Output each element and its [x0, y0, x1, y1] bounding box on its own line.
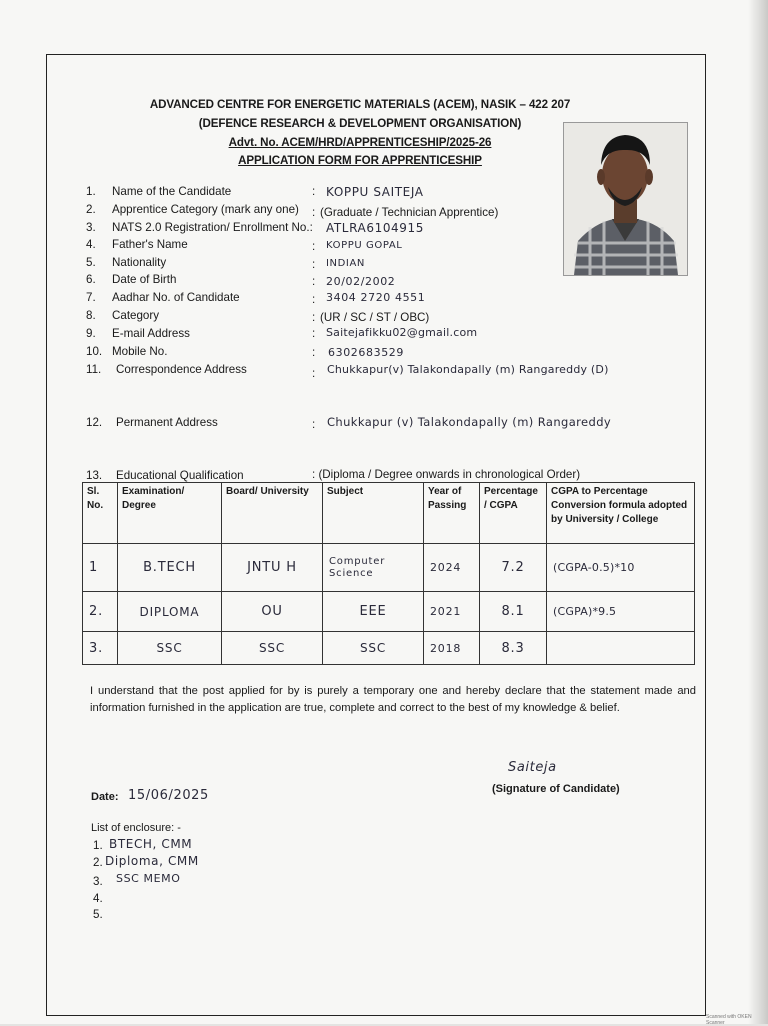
field-label: Apprentice Category (mark any one): [112, 203, 299, 216]
table-cell: 8.3: [480, 632, 547, 665]
table-cell: Computer Science: [323, 544, 424, 592]
table-row: [83, 632, 695, 665]
table-cell: 2024: [424, 544, 480, 592]
date-label: Date:: [91, 791, 119, 803]
field-label: NATS 2.0 Registration/ Enrollment No.:: [112, 221, 313, 234]
field-value-permanent-address: Chukkapur (v) Talakondapally (m) Rangareddy: [327, 415, 612, 429]
field-label: Date of Birth: [112, 273, 177, 286]
field-label: Aadhar No. of Candidate: [112, 291, 240, 304]
column-header: Percentage / CGPA: [480, 483, 547, 544]
advt-number: Advt. No. ACEM/HRD/APPRENTICESHIP/2025-26: [228, 136, 492, 149]
table-cell: [547, 632, 695, 665]
field-label: Nationality: [112, 256, 167, 269]
column-header: Subject: [323, 483, 424, 544]
education-table: [82, 482, 695, 665]
field-value-email: Saitejafikku02@gmail.com: [326, 326, 478, 339]
field-value-dob: 20/02/2002: [326, 275, 396, 288]
field-label: E-mail Address: [112, 327, 190, 340]
field-value-nats: ATLRA6104915: [326, 221, 424, 235]
field-value-aadhar: 3404 2720 4551: [326, 291, 426, 304]
field-value-apprentice-category: (Graduate / Technician Apprentice): [320, 206, 499, 219]
org-subtitle: (DEFENCE RESEARCH & DEVELOPMENT ORGANISATION): [198, 117, 522, 130]
table-cell: 1: [83, 544, 118, 592]
table-cell: 2018: [424, 632, 480, 665]
signature-caption: (Signature of Candidate): [492, 783, 620, 795]
field-value-mobile: 6302683529: [328, 346, 404, 359]
table-cell: SSC: [222, 632, 323, 665]
column-header: Examination/ Degree: [118, 483, 222, 544]
field-label: Mobile No.: [112, 345, 168, 358]
column-header: Board/ University: [222, 483, 323, 544]
field-value-nationality: INDIAN: [326, 258, 366, 269]
column-header: Year of Passing: [424, 483, 480, 544]
scanner-watermark: Scanned with OKEN Scanner: [706, 1014, 752, 1026]
table-row: [83, 592, 695, 632]
field-value-caste-category: (UR / SC / ST / OBC): [320, 311, 430, 324]
field-label: Category: [112, 309, 160, 322]
table-row: [83, 544, 695, 592]
field-label: Correspondence Address: [116, 363, 247, 376]
signature-scribble: Saiteja: [508, 760, 557, 775]
table-cell: 2.: [83, 592, 118, 632]
education-label: Educational Qualification: [116, 469, 244, 482]
declaration-text: I understand that the post applied for by is purely a temporary one and hereby declare that the statement made and information furnished in the application are true, complete and correct to the best of my knowledge & belief.: [90, 685, 696, 714]
table-cell: B.TECH: [118, 544, 222, 592]
field-label: Permanent Address: [116, 416, 218, 429]
table-cell: (CGPA)*9.5: [547, 592, 695, 632]
candidate-photo: [563, 122, 688, 276]
table-cell: DIPLOMA: [118, 592, 222, 632]
page-edge-shadow: [748, 0, 768, 1024]
field-label: Father's Name: [112, 238, 188, 251]
table-cell: 8.1: [480, 592, 547, 632]
table-cell: EEE: [323, 592, 424, 632]
table-cell: 2021: [424, 592, 480, 632]
field-label: Name of the Candidate: [112, 185, 232, 198]
education-note: : (Diploma / Degree onwards in chronological Order): [312, 468, 581, 481]
column-header: CGPA to Percentage Conversion formula adopted by University / College: [547, 483, 695, 544]
enclosure-title: List of enclosure: -: [91, 822, 181, 834]
field-value-name: KOPPU SAITEJA: [326, 185, 424, 199]
table-cell: 7.2: [480, 544, 547, 592]
table-cell: SSC: [118, 632, 222, 665]
table-cell: (CGPA-0.5)*10: [547, 544, 695, 592]
form-title: APPLICATION FORM FOR APPRENTICESHIP: [238, 154, 482, 167]
table-cell: 3.: [83, 632, 118, 665]
table-cell: SSC: [323, 632, 424, 665]
column-header: Sl. No.: [83, 483, 118, 544]
field-value-correspondence-address: Chukkapur(v) Talakondapally (m) Rangareddy (D): [327, 363, 609, 376]
date-value: 15/06/2025: [128, 788, 209, 803]
table-cell: JNTU H: [222, 544, 323, 592]
field-value-father: KOPPU GOPAL: [326, 240, 403, 251]
table-header-row: [83, 483, 695, 544]
table-cell: OU: [222, 592, 323, 632]
org-name: ADVANCED CENTRE FOR ENERGETIC MATERIALS (ACEM), NASIK – 422 207: [149, 98, 571, 111]
